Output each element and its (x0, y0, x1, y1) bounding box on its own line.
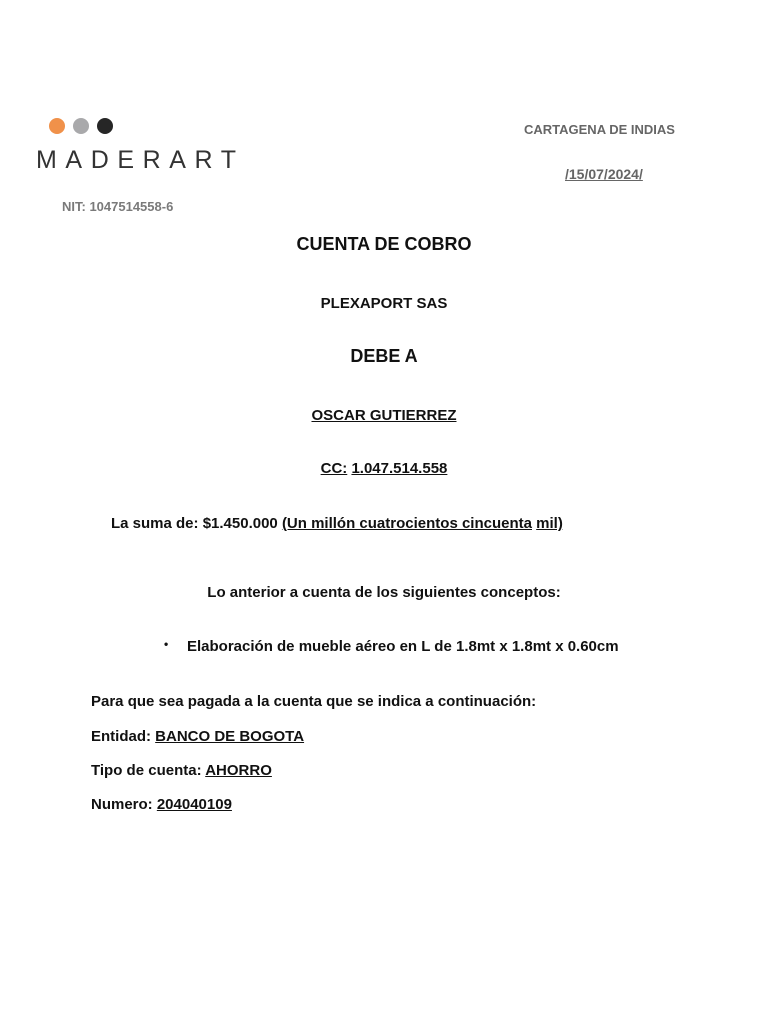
owes-label: DEBE A (350, 346, 418, 366)
bank-label: Entidad: (91, 728, 151, 745)
company-logo-wordmark: MADERART (36, 146, 245, 174)
sum-words: (Un millón cuatrocientos cincuenta (281, 515, 532, 532)
logo-dot-orange (49, 118, 65, 134)
sum-line (111, 515, 563, 532)
sum-words-end: mil) (536, 515, 563, 532)
creditor-id (0, 460, 768, 477)
debtor-name: PLEXAPORT SAS (320, 295, 448, 312)
bullet-icon: • (164, 637, 169, 651)
account-number-line (91, 796, 232, 813)
bank-value: BANCO DE BOGOTA (155, 728, 305, 745)
account-type-label: Tipo de cuenta: (91, 762, 202, 779)
concept-text: Elaboración de mueble aéreo en L de 1.8mt x 1.8mt x 0.60cm (187, 638, 619, 655)
account-type-value: AHORRO (205, 762, 272, 779)
city: CARTAGENA DE INDIAS (524, 122, 675, 137)
list-item (164, 638, 619, 655)
concepts-intro: Lo anterior a cuenta de los siguientes conceptos: (207, 584, 561, 601)
account-number-label: Numero: (91, 796, 153, 813)
logo-dot-black (97, 118, 113, 134)
logo-dots (49, 118, 119, 136)
payment-intro: Para que sea pagada a la cuenta que se indica a continuación: (91, 693, 537, 710)
concept-list (164, 638, 619, 655)
creditor-name: OSCAR GUTIERREZ (311, 407, 457, 424)
document-date: /15/07/2024/ (565, 166, 643, 182)
id-number: 1.047.514.558 (351, 460, 448, 477)
account-type-line (91, 762, 272, 779)
company-nit: NIT: 1047514558-6 (62, 199, 174, 214)
document-title: CUENTA DE COBRO (296, 234, 472, 254)
sum-label: La suma de: $1.450.000 (111, 515, 278, 532)
logo-dot-gray (73, 118, 89, 134)
account-number-value: 204040109 (156, 796, 232, 813)
id-label: CC: (320, 460, 348, 477)
bank-line (91, 728, 304, 745)
